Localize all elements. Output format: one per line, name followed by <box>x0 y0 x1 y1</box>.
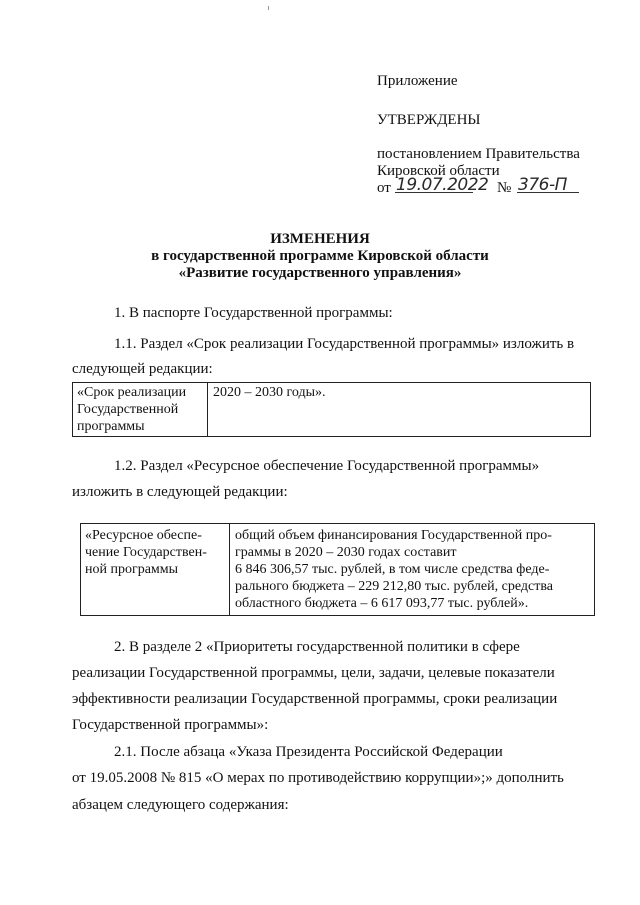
table-resources-divider <box>229 524 230 615</box>
section-2-line-4: Государственной программы»: <box>72 717 269 733</box>
table-term-left-line-2: Государственной <box>77 402 179 417</box>
date-underline <box>395 192 473 193</box>
table-resources-right-line-5: областного бюджета – 6 617 093,77 тыс. рублей». <box>235 596 529 611</box>
paragraph-1-1-line-1: 1.1. Раздел «Срок реализации Государственной программы» изложить в <box>114 336 575 352</box>
table-resources-right-line-4: рального бюджета – 229 212,80 тыс. рублей, средства <box>235 579 553 594</box>
document-title: ИЗМЕНЕНИЯ <box>270 231 370 247</box>
table-resources-left-line-1: «Ресурсное обеспе- <box>85 528 202 543</box>
table-resources-right-line-1: общий объем финансирования Государственной про- <box>235 528 552 543</box>
table-term-divider <box>207 383 208 436</box>
paragraph-2-1-line-1: 2.1. После абзаца «Указа Президента Российской Федерации <box>114 744 503 760</box>
document-subtitle-1: в государственной программе Кировской области <box>151 248 489 264</box>
table-resources-right-line-3: 6 846 306,57 тыс. рублей, в том числе средства феде- <box>235 562 550 577</box>
table-resources-right-line-2: граммы в 2020 – 2030 годах составит <box>235 545 457 560</box>
section-2-line-3: эффективности реализации Государственной программы, сроки реализации <box>72 691 558 707</box>
appendix-label: Приложение <box>377 73 458 89</box>
paragraph-1-2-line-2: изложить в следующей редакции: <box>72 484 288 500</box>
section-1-heading: 1. В паспорте Государственной программы: <box>114 305 393 321</box>
table-resources-left-line-3: ной программы <box>85 562 179 577</box>
paragraph-2-1-line-3: абзацем следующего содержания: <box>72 797 289 813</box>
number-underline <box>517 192 579 193</box>
table-term-left-line-1: «Срок реализации <box>77 385 187 400</box>
table-term-right-line-1: 2020 – 2030 годы». <box>213 385 326 400</box>
paragraph-2-1-line-2: от 19.05.2008 № 815 «О мерах по противодействию коррупции»;» дополнить <box>72 770 564 786</box>
section-2-line-1: 2. В разделе 2 «Приоритеты государственной политики в сфере <box>114 639 520 655</box>
decree-line-2: Кировской области <box>377 163 500 179</box>
handwritten-number: 376-П <box>518 175 567 195</box>
table-resources <box>80 523 595 616</box>
table-term-left-line-3: программы <box>77 419 145 434</box>
paragraph-1-1-line-2: следующей редакции: <box>72 361 213 377</box>
date-prefix: от <box>377 180 391 196</box>
number-prefix: № <box>497 180 512 196</box>
table-term <box>72 382 591 437</box>
paragraph-1-2-line-1: 1.2. Раздел «Ресурсное обеспечение Государственной программы» <box>114 458 540 474</box>
table-resources-left-line-2: чение Государствен- <box>85 545 207 560</box>
decree-line-1: постановлением Правительства <box>377 146 580 162</box>
approved-label: УТВЕРЖДЕНЫ <box>377 112 481 128</box>
handwritten-date: 19.07.2022 <box>396 175 489 195</box>
section-2-line-2: реализации Государственной программы, цели, задачи, целевые показатели <box>72 665 555 681</box>
top-scan-mark <box>268 6 269 10</box>
document-subtitle-2: «Развитие государственного управления» <box>178 265 462 281</box>
